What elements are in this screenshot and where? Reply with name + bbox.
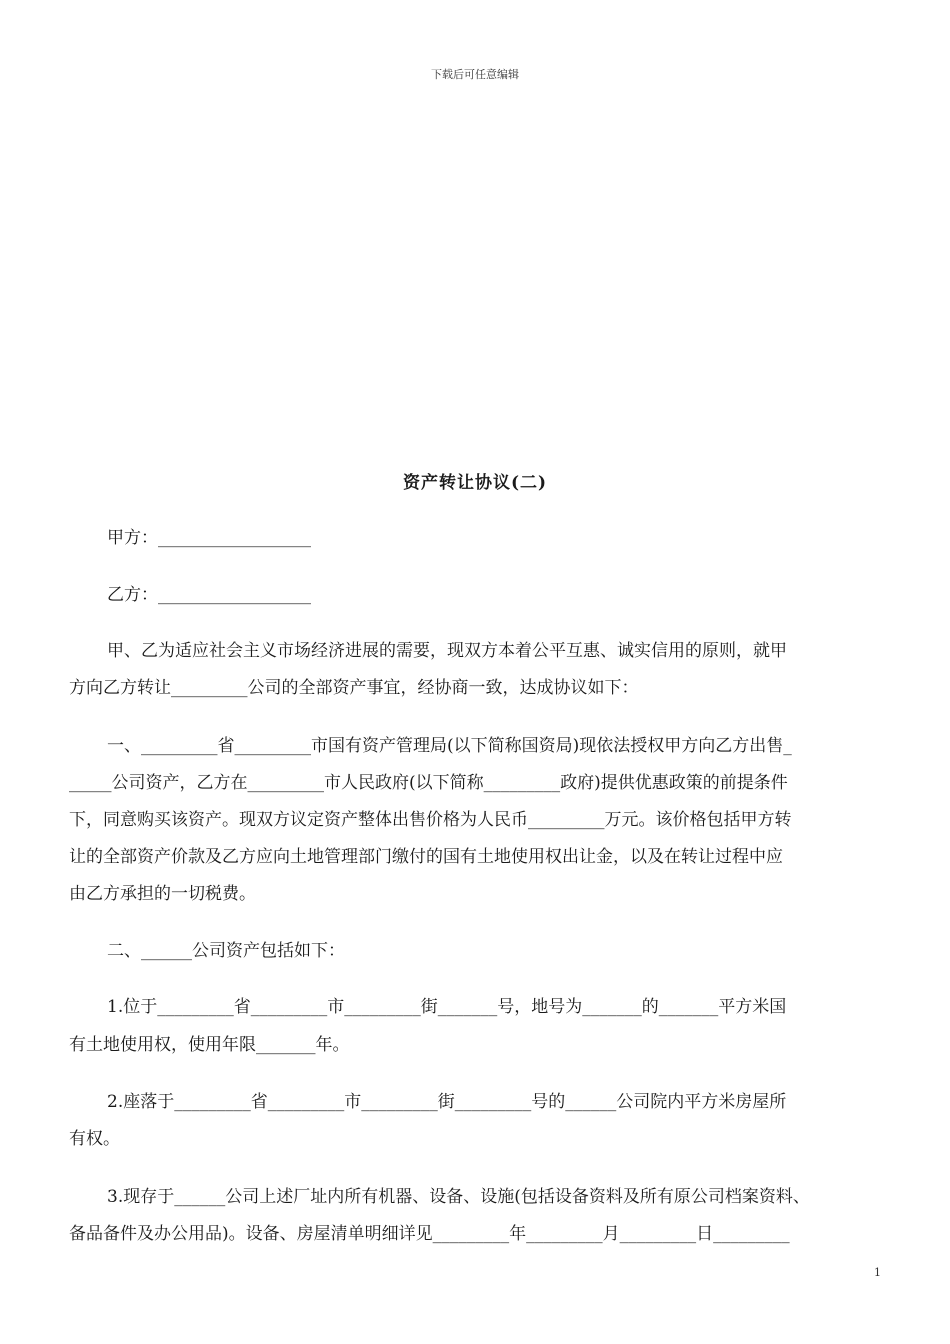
clause-1-line-5: 由乙方承担的一切税费。 [69, 884, 256, 904]
header-note: 下载后可任意编辑 [431, 68, 519, 81]
item-1-line-2: 有土地使用权，使用年限_______年。 [69, 1035, 350, 1055]
item-2-line-2: 有权。 [69, 1129, 120, 1149]
clause-1-line-4: 让的全部资产价款及乙方应向土地管理部门缴付的国有土地使用权出让金，以及在转让过程中应 [69, 847, 783, 867]
preamble-line-2: 方向乙方转让_________公司的全部资产事宜，经协商一致，达成协议如下： [69, 678, 639, 698]
preamble-line-1: 甲、乙为适应社会主义市场经济进展的需要，现双方本着公平互惠、诚实信用的原则，就甲 [107, 641, 787, 661]
party-a-line: 甲方：__________________ [107, 528, 311, 548]
page-number: 1 [874, 1266, 881, 1279]
clause-1-line-3: 下，同意购买该资产。现双方议定资产整体出售价格为人民币_________万元。该价格包括甲方转 [69, 810, 792, 830]
clause-2-heading: 二、______公司资产包括如下： [107, 941, 345, 961]
item-3-line-1: 3.现存于______公司上述厂址内所有机器、设备、设施(包括设备资料及所有原公司档案资料、 [107, 1187, 810, 1207]
item-3-line-2: 备品备件及办公用品)。设备、房屋清单明细详见_________年_________月_________日_________ [69, 1224, 790, 1244]
party-b-line: 乙方：__________________ [107, 585, 311, 605]
item-1-line-1: 1.位于_________省_________市_________街_______号，地号为_______的_______平方米国 [107, 997, 787, 1017]
clause-1-line-1: 一、_________省_________市国有资产管理局(以下简称国资局)现依法授权甲方向乙方出售_ [107, 736, 792, 756]
clause-1-line-2: _____公司资产，乙方在_________市人民政府(以下简称_________政府)提供优惠政策的前提条件 [69, 773, 788, 793]
document-title: 资产转让协议(二) [402, 473, 548, 493]
item-2-line-1: 2.座落于_________省_________市_________街_________号的______公司院内平方米房屋所 [107, 1092, 787, 1112]
